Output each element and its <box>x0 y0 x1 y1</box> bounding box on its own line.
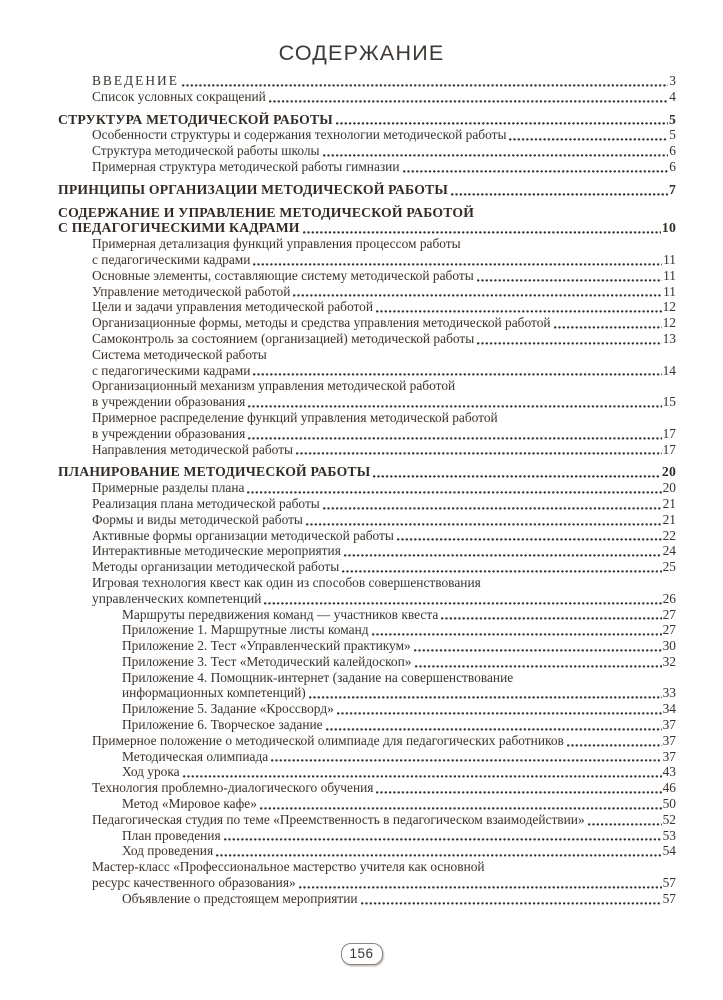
toc-entry <box>58 496 676 512</box>
dot-leader <box>296 450 662 455</box>
dot-leader <box>373 473 661 478</box>
dot-leader <box>376 308 662 313</box>
dot-leader <box>323 505 662 510</box>
toc-entry <box>58 543 676 559</box>
toc-entry <box>58 717 676 733</box>
dot-leader <box>260 805 662 810</box>
toc-entry <box>58 654 676 670</box>
toc-entry-row <box>92 496 676 512</box>
toc-entry-page: 17 <box>662 441 676 457</box>
toc-entry-line: Приложение 4. Помощник-интернет (задание на совершенствование <box>122 669 514 685</box>
toc-entry-page: 25 <box>662 559 676 575</box>
toc-entry-row <box>92 73 676 89</box>
toc-entry-text: Методы организации методической работы <box>92 559 340 575</box>
toc-entry-page: 17 <box>662 425 676 441</box>
toc-entry <box>58 480 676 496</box>
dot-leader <box>336 120 668 125</box>
toc-entry-text: С ПЕДАГОГИЧЕСКИМИ КАДРАМИ <box>58 220 300 236</box>
toc-entry-page: 57 <box>662 890 676 906</box>
toc-entry-page: 26 <box>662 590 676 606</box>
toc-entry-row <box>122 891 676 907</box>
dot-leader <box>397 536 662 541</box>
toc-entry-text: Формы и виды методической работы <box>92 511 303 527</box>
toc-entry-page: 43 <box>662 764 676 780</box>
toc-entry-text: Реализация плана методической работы <box>92 495 320 511</box>
toc-entry <box>58 159 676 175</box>
toc-entry <box>58 607 676 623</box>
toc-entry-text: Интерактивные методические мероприятия <box>92 543 341 559</box>
toc-entry-page: 15 <box>662 394 676 410</box>
toc-entry-row <box>92 315 676 331</box>
toc-entry <box>58 812 676 828</box>
toc-entry <box>58 378 676 410</box>
dot-leader <box>451 191 668 196</box>
toc-entry-text: Организационные формы, методы и средства управления методической работой <box>92 315 551 331</box>
toc-entry-page: 12 <box>662 299 676 315</box>
toc-entry-row <box>58 112 676 128</box>
page-number: 156 <box>349 946 374 961</box>
toc-entry-text: Особенности структуры и содержания технологии методической работы <box>92 127 507 143</box>
toc-entry-text: в учреждении образования <box>92 425 246 441</box>
dot-leader <box>477 277 662 282</box>
toc-entry <box>58 299 676 315</box>
toc-entry-row <box>122 796 676 812</box>
toc-entry <box>58 749 676 765</box>
toc-entry-row <box>92 143 676 159</box>
toc-entry-row <box>92 591 676 607</box>
toc-entry-text: Ход проведения <box>122 843 214 859</box>
dot-leader <box>441 615 661 620</box>
toc-entry <box>58 622 676 638</box>
toc-entry-row <box>92 252 676 268</box>
toc-entry-text: управленческих компетенций <box>92 590 262 606</box>
dot-leader <box>253 261 662 266</box>
toc-entry-text: ПРИНЦИПЫ ОРГАНИЗАЦИИ МЕТОДИЧЕСКОЙ РАБОТЫ <box>58 181 449 197</box>
toc-entry <box>58 638 676 654</box>
toc-entry-page: 6 <box>669 143 676 159</box>
page-title: СОДЕРЖАНИЕ <box>278 41 445 65</box>
toc-entry-text: План проведения <box>122 827 221 843</box>
toc-entry-page: 30 <box>662 638 676 654</box>
toc-entry-row <box>92 331 676 347</box>
toc-entry <box>58 73 676 89</box>
dot-leader <box>224 836 662 841</box>
toc-entry-row <box>122 828 676 844</box>
toc-entry <box>58 828 676 844</box>
toc-entry-page: 11 <box>663 283 676 299</box>
toc-entry-row <box>92 394 676 410</box>
toc-entry-row <box>92 543 676 559</box>
dot-leader <box>509 136 668 141</box>
toc-entry-row <box>92 480 676 496</box>
toc-entry-text: Структура методической работы школы <box>92 143 320 159</box>
toc-entry-page: 12 <box>662 315 676 331</box>
toc-entry <box>58 182 676 198</box>
toc-entry <box>58 205 676 237</box>
toc-entry-text: СТРУКТУРА МЕТОДИЧЕСКОЙ РАБОТЫ <box>58 111 333 127</box>
toc-entry-page: 24 <box>662 543 676 559</box>
toc-entry-text: Педагогическая студия по теме «Преемственность в педагогическом взаимодействии» <box>92 811 585 827</box>
toc-entry-page: 37 <box>662 748 676 764</box>
dot-leader <box>415 663 662 668</box>
toc-entry-row <box>92 159 676 175</box>
dot-leader <box>326 726 662 731</box>
dot-leader <box>414 647 662 652</box>
dot-leader <box>253 371 661 376</box>
toc-entry-page: 14 <box>662 362 676 378</box>
toc-entry-text: Активные формы организации методической работы <box>92 527 394 543</box>
toc-entry-row <box>122 622 676 638</box>
dot-leader <box>323 152 669 157</box>
dot-leader <box>269 98 668 103</box>
dot-leader <box>361 900 662 905</box>
dot-leader <box>588 821 662 826</box>
dot-leader <box>248 435 661 440</box>
dot-leader <box>306 521 662 526</box>
toc-entry-page: 6 <box>669 158 676 174</box>
toc-entry-page: 32 <box>662 653 676 669</box>
toc-entry <box>58 268 676 284</box>
toc-entry-page: 13 <box>662 330 676 346</box>
toc-entry-text: ПЛАНИРОВАНИЕ МЕТОДИЧЕСКОЙ РАБОТЫ <box>58 464 371 480</box>
toc-entry-text: Примерная структура методической работы гимназии <box>92 158 400 174</box>
toc-entry-page: 50 <box>662 796 676 812</box>
toc-entry <box>58 733 676 749</box>
toc-entry <box>58 796 676 812</box>
toc-entry-page: 52 <box>662 811 676 827</box>
toc-entry <box>58 670 676 702</box>
toc-entry-row <box>122 749 676 765</box>
toc-entry-row <box>122 685 676 701</box>
dot-leader <box>293 292 662 297</box>
toc-entry-text: ресурс качественного образования» <box>92 875 296 891</box>
toc-entry <box>58 410 676 442</box>
toc-entry <box>58 843 676 859</box>
toc-entry-row <box>92 733 676 749</box>
toc-entry-text: Примерное положение о методической олимпиаде для педагогических работников <box>92 732 564 748</box>
toc-entry-text: Направления методической работы <box>92 441 294 457</box>
toc-entry-line: Мастер-класс «Профессиональное мастерство учителя как основной <box>92 859 485 875</box>
toc-entry <box>58 143 676 159</box>
toc-entry-row <box>92 89 676 105</box>
toc-entry-page: 11 <box>663 251 676 267</box>
toc-entry-text: информационных компетенций) <box>122 685 306 701</box>
toc-entry-row <box>122 701 676 717</box>
toc-entry-page: 27 <box>662 622 676 638</box>
toc-entry-row <box>92 284 676 300</box>
toc-entry-page: 57 <box>662 875 676 891</box>
toc-entry-page: 20 <box>662 480 676 496</box>
toc-entry <box>58 559 676 575</box>
toc-entry-text: Приложение 2. Тест «Управленческий практикум» <box>122 638 411 654</box>
toc-entry-page: 22 <box>662 527 676 543</box>
toc-entry-line: СОДЕРЖАНИЕ И УПРАВЛЕНИЕ МЕТОДИЧЕСКОЙ РАБОТОЙ <box>58 204 475 220</box>
dot-leader <box>372 631 662 636</box>
toc-entry-text: Управление методической работой <box>92 283 291 299</box>
toc-entry-text: Приложение 5. Задание «Кроссворд» <box>122 701 334 717</box>
toc-entry-text: ВВЕДЕНИЕ <box>92 73 179 88</box>
toc-entry-text: с педагогическими кадрами <box>92 251 251 267</box>
toc-entry-text: с педагогическими кадрами <box>92 362 251 378</box>
toc-entry-text: Список условных сокращений <box>92 88 266 104</box>
toc-entry-row <box>58 182 676 198</box>
dot-leader <box>403 168 669 173</box>
toc-entry-line: Примерная детализация функций управления процессом работы <box>92 236 461 252</box>
dot-leader <box>264 600 661 605</box>
toc-entry-page: 10 <box>661 220 676 236</box>
dot-leader <box>248 403 661 408</box>
dot-leader <box>337 710 662 715</box>
toc-entry <box>58 512 676 528</box>
toc-entry-text: Методическая олимпиада <box>122 748 269 764</box>
toc-entry <box>58 127 676 143</box>
toc-entry-page: 37 <box>662 732 676 748</box>
toc-entry-row <box>122 764 676 780</box>
toc-entry-page: 11 <box>663 267 676 283</box>
toc-entry <box>58 236 676 268</box>
dot-leader <box>344 552 662 557</box>
toc-entry <box>58 442 676 458</box>
page-number-badge <box>340 943 382 965</box>
toc-entry-text: Маршруты передвижения команд — участников квеста <box>122 606 439 622</box>
toc-entry <box>58 464 676 480</box>
toc-entry-row <box>122 843 676 859</box>
dot-leader <box>554 324 662 329</box>
toc-entry-row <box>92 363 676 379</box>
toc-entry-page: 21 <box>662 511 676 527</box>
toc-entry-row <box>122 607 676 623</box>
toc-entry-page: 33 <box>662 685 676 701</box>
toc-entry <box>58 112 676 128</box>
dot-leader <box>376 789 661 794</box>
toc-entry-page: 27 <box>662 606 676 622</box>
toc-entry <box>58 89 676 105</box>
toc-entry <box>58 528 676 544</box>
toc-entry-row <box>122 638 676 654</box>
toc-entry-row <box>92 559 676 575</box>
toc-entry-page: 34 <box>662 701 676 717</box>
toc-entry-text: Приложение 3. Тест «Методический калейдоскоп» <box>122 653 412 669</box>
toc-entry-text: Самоконтроль за состоянием (организацией) методической работы <box>92 330 475 346</box>
toc-entry-page: 5 <box>669 127 676 143</box>
toc-entry-text: Ход урока <box>122 764 180 780</box>
toc-entry-row <box>122 717 676 733</box>
toc-entry-line: Примерное распределение функций управления методической работой <box>92 409 498 425</box>
toc-entry-line: Организационный механизм управления методической работой <box>92 378 456 394</box>
dot-leader <box>309 694 662 699</box>
toc-entry-row <box>92 528 676 544</box>
toc-entry <box>58 331 676 347</box>
toc-entry-row <box>92 299 676 315</box>
dot-leader <box>567 742 662 747</box>
toc-entry <box>58 859 676 891</box>
toc-entry-line: Система методической работы <box>92 346 267 362</box>
toc-entry <box>58 891 676 907</box>
dot-leader <box>299 884 662 889</box>
toc-entry-text: Приложение 6. Творческое задание <box>122 717 323 733</box>
dot-leader <box>216 852 661 857</box>
toc-entry-page: 53 <box>662 827 676 843</box>
toc-entry <box>58 764 676 780</box>
toc-entry <box>58 701 676 717</box>
toc-entry-row <box>92 512 676 528</box>
toc-entry-row <box>92 426 676 442</box>
toc-entry-page: 20 <box>661 464 676 480</box>
toc-entry-page: 21 <box>662 495 676 511</box>
toc-entry-page: 5 <box>668 111 676 127</box>
toc-entry-text: Технология проблемно-диалогического обучения <box>92 780 374 796</box>
toc-entry-row <box>58 220 676 236</box>
dot-leader <box>303 229 661 234</box>
toc-entry-page: 37 <box>662 717 676 733</box>
dot-leader <box>477 340 661 345</box>
toc-entry-row <box>92 812 676 828</box>
table-of-contents <box>58 73 676 907</box>
toc-entry-page: 54 <box>662 843 676 859</box>
dot-leader <box>247 489 661 494</box>
toc-entry-text: Метод «Мировое кафе» <box>122 796 257 812</box>
toc-entry-text: Примерные разделы плана <box>92 480 245 496</box>
toc-entry-text: Приложение 1. Маршрутные листы команд <box>122 622 369 638</box>
toc-entry <box>58 315 676 331</box>
dot-leader <box>182 82 668 87</box>
toc-entry-row <box>92 442 676 458</box>
toc-entry-row <box>92 268 676 284</box>
toc-entry-page: 7 <box>668 181 676 197</box>
toc-entry-text: в учреждении образования <box>92 394 246 410</box>
toc-entry-row <box>92 875 676 891</box>
toc-entry-page: 3 <box>669 73 676 88</box>
toc-entry-row <box>92 780 676 796</box>
toc-entry-text: Объявление о предстоящем мероприятии <box>122 890 358 906</box>
toc-entry-text: Основные элементы, составляющие систему методической работы <box>92 267 474 283</box>
toc-entry-row <box>92 127 676 143</box>
toc-entry-row <box>58 464 676 480</box>
toc-entry-row <box>122 654 676 670</box>
dot-leader <box>342 568 661 573</box>
dot-leader <box>271 757 661 762</box>
dot-leader <box>183 773 662 778</box>
toc-entry <box>58 575 676 607</box>
toc-entry <box>58 780 676 796</box>
toc-entry <box>58 347 676 379</box>
toc-entry-page: 4 <box>669 88 676 104</box>
toc-entry <box>58 284 676 300</box>
toc-entry-text: Цели и задачи управления методической работой <box>92 299 374 315</box>
toc-entry-page: 46 <box>662 780 676 796</box>
toc-entry-line: Игровая технология квест как один из способов совершенствования <box>92 574 481 590</box>
